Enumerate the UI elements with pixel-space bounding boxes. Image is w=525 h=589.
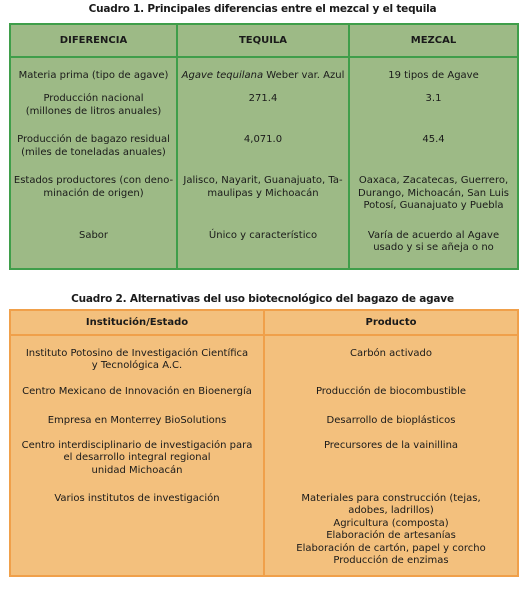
header-diferencia: DIFERENCIA bbox=[10, 24, 177, 57]
table-row bbox=[10, 487, 518, 576]
table-row bbox=[10, 436, 518, 487]
tequila-cell: 4,071.0 bbox=[177, 130, 349, 171]
table-row bbox=[10, 407, 518, 436]
header-producto: Producto bbox=[264, 310, 518, 335]
mezcal-cell: 19 tipos de Agave bbox=[349, 57, 518, 89]
tequila-cell: Único y característico bbox=[177, 228, 349, 269]
producto-cell: Precursores de la vainillina bbox=[264, 436, 518, 487]
table2-caption: Cuadro 2. Alternativas del uso biotecnológico del bagazo de agave bbox=[71, 293, 454, 305]
header-institucion: Institución/Estado bbox=[10, 310, 264, 335]
mezcal-cell: Varía de acuerdo al Agave usado y si se añeja o no bbox=[349, 228, 518, 269]
table-row bbox=[10, 228, 518, 269]
institucion-cell: Centro Mexicano de Innovación en Bioenergía bbox=[10, 378, 264, 406]
institucion-cell: Empresa en Monterrey BioSolutions bbox=[10, 407, 264, 436]
comparison-table bbox=[9, 23, 519, 270]
tequila-cell: Agave tequilana Weber var. Azul bbox=[177, 57, 349, 89]
producto-cell: Carbón activado bbox=[264, 335, 518, 378]
table-row bbox=[10, 130, 518, 171]
institucion-cell: Instituto Potosino de Investigación Científica y Tecnológica A.C. bbox=[10, 335, 264, 378]
table-header-row bbox=[10, 24, 518, 57]
alternatives-table bbox=[9, 309, 519, 577]
row-label: Estados productores (con deno- minación de origen) bbox=[10, 171, 177, 228]
producto-cell: Producción de biocombustible bbox=[264, 378, 518, 406]
tequila-cell: 271.4 bbox=[177, 89, 349, 130]
table-row bbox=[10, 335, 518, 378]
mezcal-cell: Oaxaca, Zacatecas, Guerrero, Durango, Michoacán, San Luis Potosí, Guanajuato y Puebla bbox=[349, 171, 518, 228]
producto-cell: Materiales para construcción (tejas, adobes, ladrillos) Agricultura (composta) Elaboración de artesanías Elaboración de cartón, papel y corcho Producción de enzimas bbox=[264, 487, 518, 576]
table-row bbox=[10, 378, 518, 406]
row-label: Materia prima (tipo de agave) bbox=[10, 57, 177, 89]
row-label: Producción nacional (millones de litros anuales) bbox=[10, 89, 177, 130]
table-row bbox=[10, 171, 518, 228]
header-tequila: TEQUILA bbox=[177, 24, 349, 57]
row-label: Producción de bagazo residual (miles de toneladas anuales) bbox=[10, 130, 177, 171]
table-header-row bbox=[10, 310, 518, 335]
table1-caption: Cuadro 1. Principales diferencias entre el mezcal y el tequila bbox=[88, 3, 437, 15]
tequila-cell: Jalisco, Nayarit, Guanajuato, Ta- maulipas y Michoacán bbox=[177, 171, 349, 228]
table-row bbox=[10, 57, 518, 89]
mezcal-cell: 45.4 bbox=[349, 130, 518, 171]
agave-species-name: Agave tequilana bbox=[181, 70, 264, 82]
header-mezcal: MEZCAL bbox=[349, 24, 518, 57]
row-label: Sabor bbox=[10, 228, 177, 269]
institucion-cell: Centro interdisciplinario de investigación para el desarrollo integral regional unidad Michoacán bbox=[10, 436, 264, 487]
producto-cell: Desarrollo de bioplásticos bbox=[264, 407, 518, 436]
mezcal-cell: 3.1 bbox=[349, 89, 518, 130]
institucion-cell: Varios institutos de investigación bbox=[10, 487, 264, 576]
table-row bbox=[10, 89, 518, 130]
